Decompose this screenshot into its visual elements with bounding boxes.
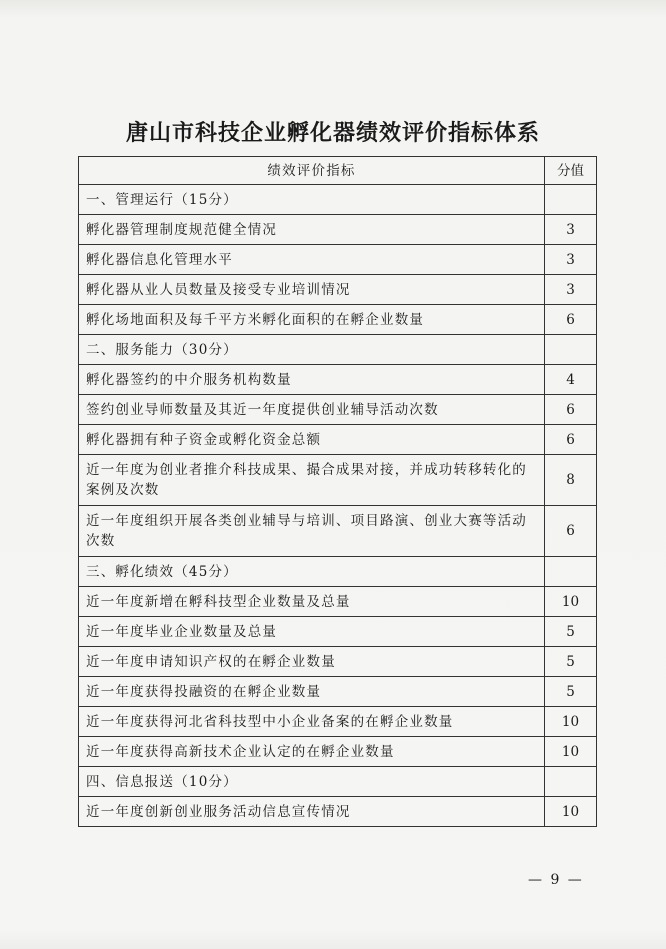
row-score: 10 <box>545 707 597 737</box>
row-text: 签约创业导师数量及其近一年度提供创业辅导活动次数 <box>79 395 545 425</box>
row-score <box>545 335 597 365</box>
row-score: 6 <box>545 506 597 557</box>
table-row <box>79 707 597 737</box>
section-row <box>79 767 597 797</box>
row-score: 8 <box>545 455 597 506</box>
row-text: 二、服务能力（30分） <box>79 335 545 365</box>
table-row <box>79 737 597 767</box>
row-score: 6 <box>545 395 597 425</box>
row-text: 孵化器拥有种子资金或孵化资金总额 <box>79 425 545 455</box>
row-score: 5 <box>545 617 597 647</box>
row-text: 近一年度获得投融资的在孵企业数量 <box>79 677 545 707</box>
row-text: 近一年度申请知识产权的在孵企业数量 <box>79 647 545 677</box>
row-score <box>545 557 597 587</box>
row-text: 孵化场地面积及每千平方米孵化面积的在孵企业数量 <box>79 305 545 335</box>
row-text: 近一年度创新创业服务活动信息宣传情况 <box>79 797 545 827</box>
row-score: 10 <box>545 737 597 767</box>
row-score <box>545 767 597 797</box>
header-score: 分值 <box>545 157 597 185</box>
row-text: 孵化器管理制度规范健全情况 <box>79 215 545 245</box>
row-score: 3 <box>545 275 597 305</box>
row-score: 3 <box>545 245 597 275</box>
row-score: 6 <box>545 305 597 335</box>
table-row <box>79 455 597 506</box>
row-text: 三、孵化绩效（45分） <box>79 557 545 587</box>
table-header-row <box>79 157 597 185</box>
row-score: 4 <box>545 365 597 395</box>
header-indicator: 绩效评价指标 <box>79 157 545 185</box>
section-row <box>79 335 597 365</box>
table-row <box>79 245 597 275</box>
table-row <box>79 395 597 425</box>
row-text: 孵化器信息化管理水平 <box>79 245 545 275</box>
row-text: 近一年度为创业者推介科技成果、撮合成果对接，并成功转移转化的案例及次数 <box>79 455 545 506</box>
row-text: 近一年度获得河北省科技型中小企业备案的在孵企业数量 <box>79 707 545 737</box>
section-row <box>79 185 597 215</box>
row-score: 5 <box>545 677 597 707</box>
row-score: 3 <box>545 215 597 245</box>
row-score: 6 <box>545 425 597 455</box>
row-text: 四、信息报送（10分） <box>79 767 545 797</box>
row-score: 10 <box>545 797 597 827</box>
table-row <box>79 506 597 557</box>
table-row <box>79 215 597 245</box>
row-text: 近一年度获得高新技术企业认定的在孵企业数量 <box>79 737 545 767</box>
table-row <box>79 275 597 305</box>
evaluation-table <box>78 156 597 827</box>
row-text: 近一年度毕业企业数量及总量 <box>79 617 545 647</box>
table-row <box>79 305 597 335</box>
row-text: 近一年度组织开展各类创业辅导与培训、项目路演、创业大赛等活动次数 <box>79 506 545 557</box>
table-row <box>79 425 597 455</box>
page-number: — 9 — <box>528 872 584 888</box>
row-text: 一、管理运行（15分） <box>79 185 545 215</box>
table-row <box>79 365 597 395</box>
table-row <box>79 587 597 617</box>
section-row <box>79 557 597 587</box>
table-row <box>79 677 597 707</box>
row-score: 5 <box>545 647 597 677</box>
row-score: 10 <box>545 587 597 617</box>
row-text: 孵化器签约的中介服务机构数量 <box>79 365 545 395</box>
table-row <box>79 617 597 647</box>
document-title: 唐山市科技企业孵化器绩效评价指标体系 <box>125 121 540 146</box>
row-text: 近一年度新增在孵科技型企业数量及总量 <box>79 587 545 617</box>
table-row <box>79 647 597 677</box>
table-row <box>79 797 597 827</box>
row-text: 孵化器从业人员数量及接受专业培训情况 <box>79 275 545 305</box>
row-score <box>545 185 597 215</box>
